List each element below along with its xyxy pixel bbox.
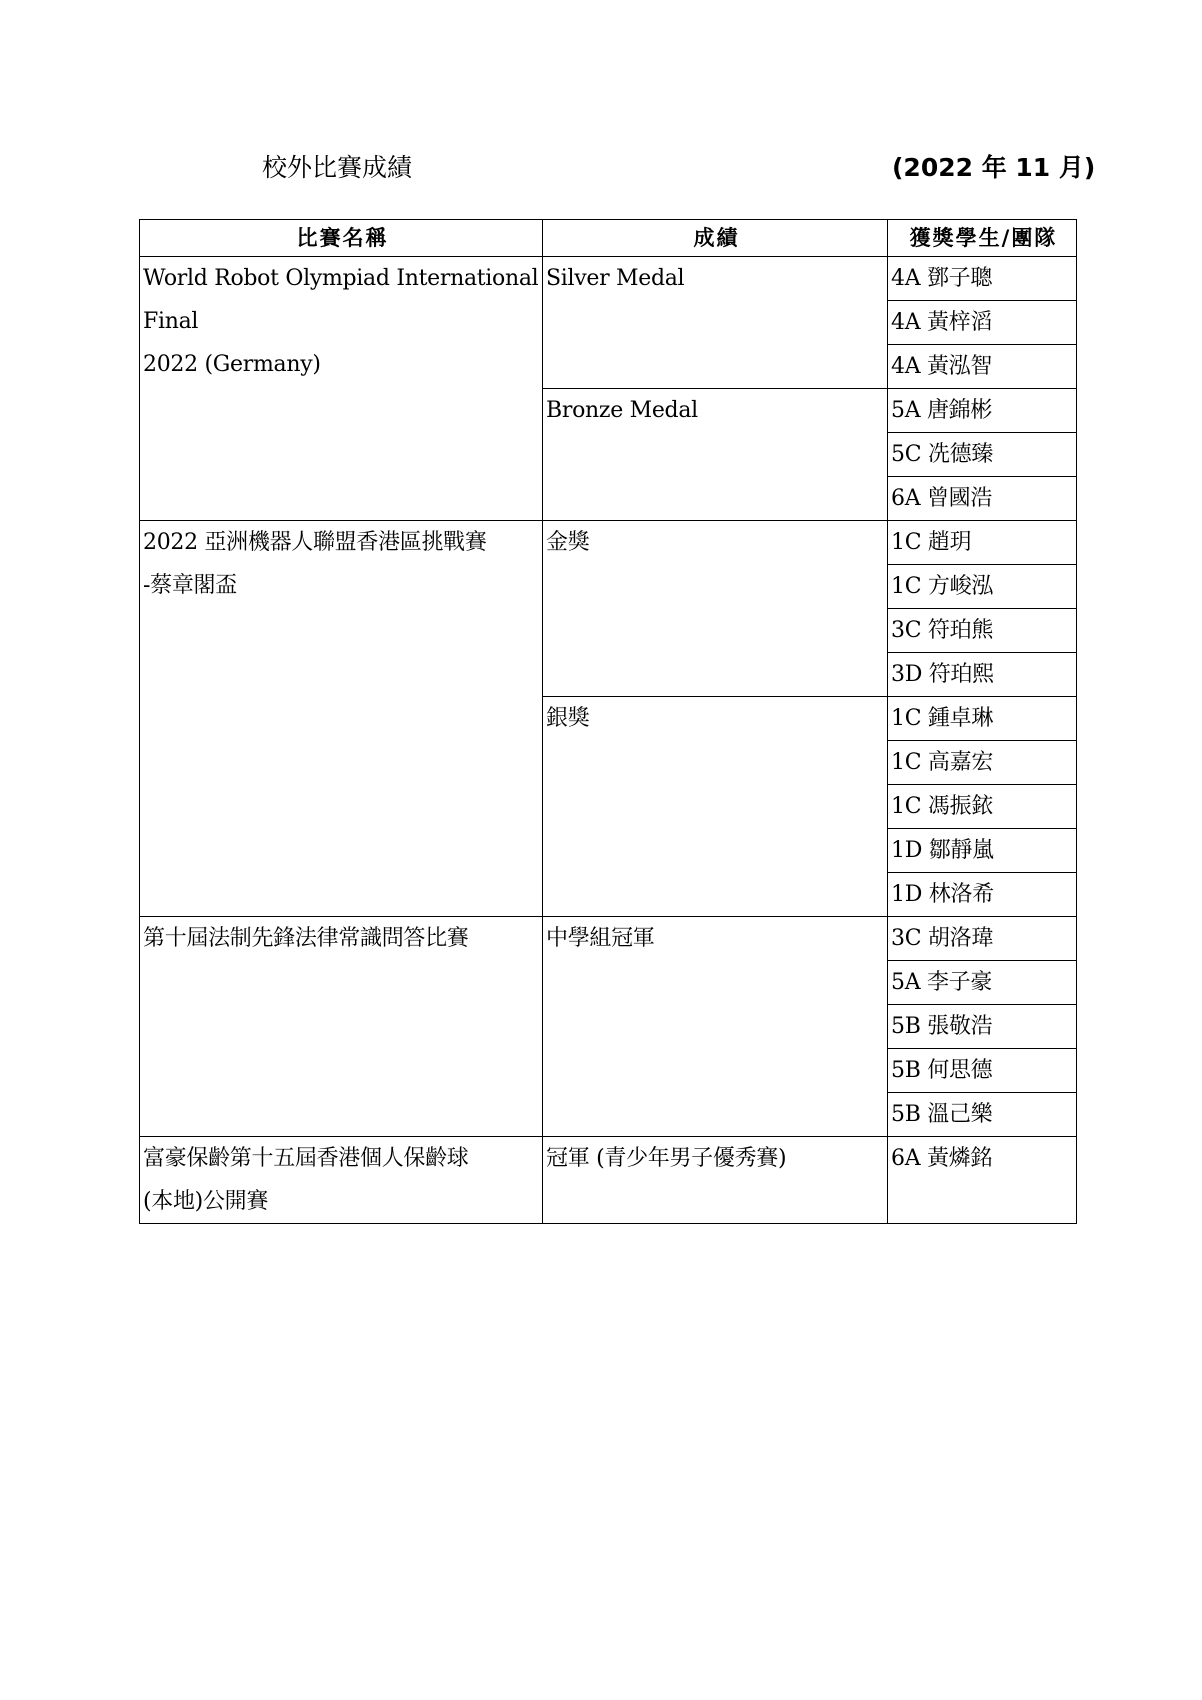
results-table	[139, 219, 1077, 1224]
student-cell: 1C 鍾卓琳	[888, 697, 1077, 741]
table-row	[140, 257, 1077, 301]
student-cell: 5A 李子豪	[888, 961, 1077, 1005]
result-cell: 銀獎	[543, 697, 888, 917]
table-row	[140, 1137, 1077, 1224]
student-cell: 5C 冼德臻	[888, 433, 1077, 477]
student-cell: 6A 黃燐銘	[888, 1137, 1077, 1224]
student-cell: 3C 符珀熊	[888, 609, 1077, 653]
page-title: 校外比賽成績	[262, 153, 413, 182]
student-cell: 3C 胡洛瑋	[888, 917, 1077, 961]
result-cell: 金獎	[543, 521, 888, 697]
student-cell: 1D 鄒靜嵐	[888, 829, 1077, 873]
column-header-result: 成績	[543, 220, 888, 257]
student-cell: 1C 高嘉宏	[888, 741, 1077, 785]
competition-name: 第十屆法制先鋒法律常識問答比賽	[140, 917, 543, 1137]
student-cell: 1C 方峻泓	[888, 565, 1077, 609]
table-row	[140, 917, 1077, 961]
result-cell: Silver Medal	[543, 257, 888, 389]
student-cell: 1D 林洛希	[888, 873, 1077, 917]
student-cell: 5B 張敬浩	[888, 1005, 1077, 1049]
competition-name: 富豪保齡第十五屆香港個人保齡球 (本地)公開賽	[140, 1137, 543, 1224]
student-cell: 3D 符珀熙	[888, 653, 1077, 697]
student-cell: 1C 趙玥	[888, 521, 1077, 565]
student-cell: 4A 黃梓滔	[888, 301, 1077, 345]
result-cell: 中學組冠軍	[543, 917, 888, 1137]
column-header-students: 獲獎學生/團隊	[888, 220, 1077, 257]
table-row	[140, 521, 1077, 565]
student-cell: 5A 唐錦彬	[888, 389, 1077, 433]
student-cell: 6A 曾國浩	[888, 477, 1077, 521]
table-header-row	[140, 220, 1077, 257]
report-date: (2022 年 11 月)	[892, 153, 1096, 182]
competition-name: 2022 亞洲機器人聯盟香港區挑戰賽 -蔡章閣盃	[140, 521, 543, 917]
competition-name: World Robot Olympiad International Final 2022 (Germany)	[140, 257, 543, 521]
result-cell: 冠軍 (青少年男子優秀賽)	[543, 1137, 888, 1224]
student-cell: 5B 溫己樂	[888, 1093, 1077, 1137]
student-cell: 4A 鄧子聰	[888, 257, 1077, 301]
student-cell: 4A 黃泓智	[888, 345, 1077, 389]
result-cell: Bronze Medal	[543, 389, 888, 521]
column-header-competition: 比賽名稱	[140, 220, 543, 257]
student-cell: 5B 何思德	[888, 1049, 1077, 1093]
student-cell: 1C 馮振銥	[888, 785, 1077, 829]
